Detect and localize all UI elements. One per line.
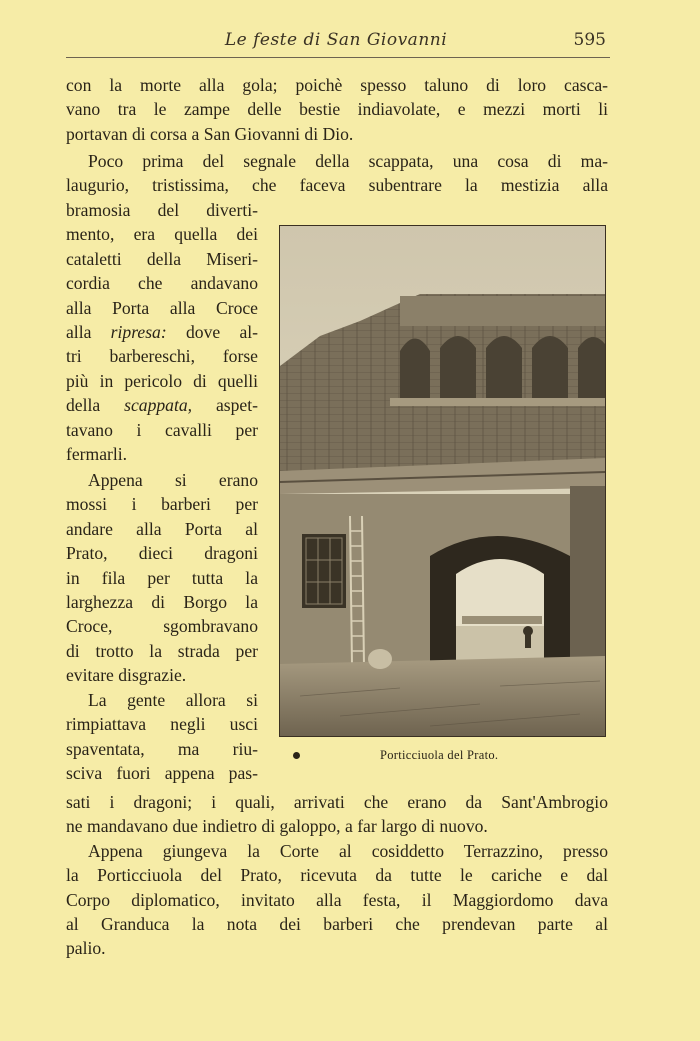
text-line: palio. bbox=[66, 938, 106, 959]
text-line: portavan di corsa a San Giovanni di Dio. bbox=[66, 123, 354, 144]
text-line: evitare disgrazie. bbox=[66, 665, 187, 686]
text-line: Corpo diplomatico, invitato alla festa, il Maggiordomo dava bbox=[66, 889, 608, 910]
text-line: della scappata, aspet- bbox=[66, 395, 258, 416]
figure-caption: Porticciuola del Prato. bbox=[380, 748, 499, 762]
italic-word: ripresa: bbox=[110, 322, 167, 343]
page-number: 595 bbox=[573, 30, 606, 50]
text-line: alla ripresa: dove al- bbox=[66, 322, 259, 343]
running-header bbox=[66, 30, 606, 58]
header-rule bbox=[66, 57, 610, 58]
paragraph-3 bbox=[66, 468, 258, 688]
paragraph-2 bbox=[66, 149, 608, 198]
paragraph-4-wrapped bbox=[66, 688, 258, 786]
text-line: ne mandavano due indietro di galoppo, a far largo di nuovo. bbox=[66, 816, 488, 837]
running-title: Le feste di San Giovanni bbox=[224, 30, 448, 50]
text-line: mento, era quella dei bbox=[66, 224, 258, 245]
paragraph-1 bbox=[66, 73, 608, 146]
italic-word: scappata, bbox=[124, 395, 193, 416]
text-line: bramosia del diverti- bbox=[66, 200, 258, 220]
text-line: tavano i cavalli per bbox=[66, 419, 258, 440]
text-line: laugurio, tristissima, che faceva subentrare la mestizia alla bbox=[66, 175, 608, 196]
text-line: Appena giungeva la Corte al cosiddetto Terrazzino, presso bbox=[88, 840, 608, 861]
text-line: cordia che andavano bbox=[66, 273, 258, 294]
text-line: rimpiattava negli usci bbox=[66, 714, 258, 735]
text-line: Croce, sgombravano bbox=[66, 616, 258, 637]
text-line: sciva fuori appena pas- bbox=[66, 763, 258, 784]
text-line: alla Porta alla Croce bbox=[66, 297, 258, 318]
text-line: fermarli. bbox=[66, 444, 128, 465]
text-line: con la morte alla gola; poichè spesso taluno di loro casca- bbox=[66, 75, 608, 95]
text-line: sati i dragoni; i quali, arrivati che erano da Sant'Ambrogio bbox=[66, 792, 608, 812]
text-line: al Granduca la nota dei barberi che prendevan parte al bbox=[66, 914, 608, 935]
text-line: Appena si erano bbox=[88, 470, 258, 490]
text-line: Poco prima del segnale della scappata, una cosa di ma- bbox=[88, 151, 608, 171]
engraving-porticciuola bbox=[279, 225, 606, 737]
text-line: in fila per tutta la bbox=[66, 567, 258, 588]
text-line: andare alla Porta al bbox=[66, 518, 258, 539]
paragraph-4-and-5 bbox=[66, 790, 608, 961]
text-line: più in pericolo di quelli bbox=[66, 370, 258, 391]
text-line: mossi i barberi per bbox=[66, 494, 258, 515]
text-line: Prato, dieci dragoni bbox=[66, 543, 258, 564]
text-line: di trotto la strada per bbox=[66, 640, 258, 661]
caption-bullet bbox=[293, 752, 300, 759]
text-line: cataletti della Miseri- bbox=[66, 248, 258, 269]
text-line: spaventata, ma riu- bbox=[66, 738, 258, 759]
text-line: larghezza di Borgo la bbox=[66, 592, 258, 613]
paragraph-2-wrapped bbox=[66, 198, 258, 466]
text-line: vano tra le zampe delle bestie indiavolate, e mezzi morti li bbox=[66, 99, 608, 120]
text-line: la Porticciuola del Prato, ricevuta da tutte le cariche e dal bbox=[66, 865, 608, 886]
text-line: La gente allora si bbox=[88, 690, 258, 710]
text-line: tri barbereschi, forse bbox=[66, 346, 258, 367]
